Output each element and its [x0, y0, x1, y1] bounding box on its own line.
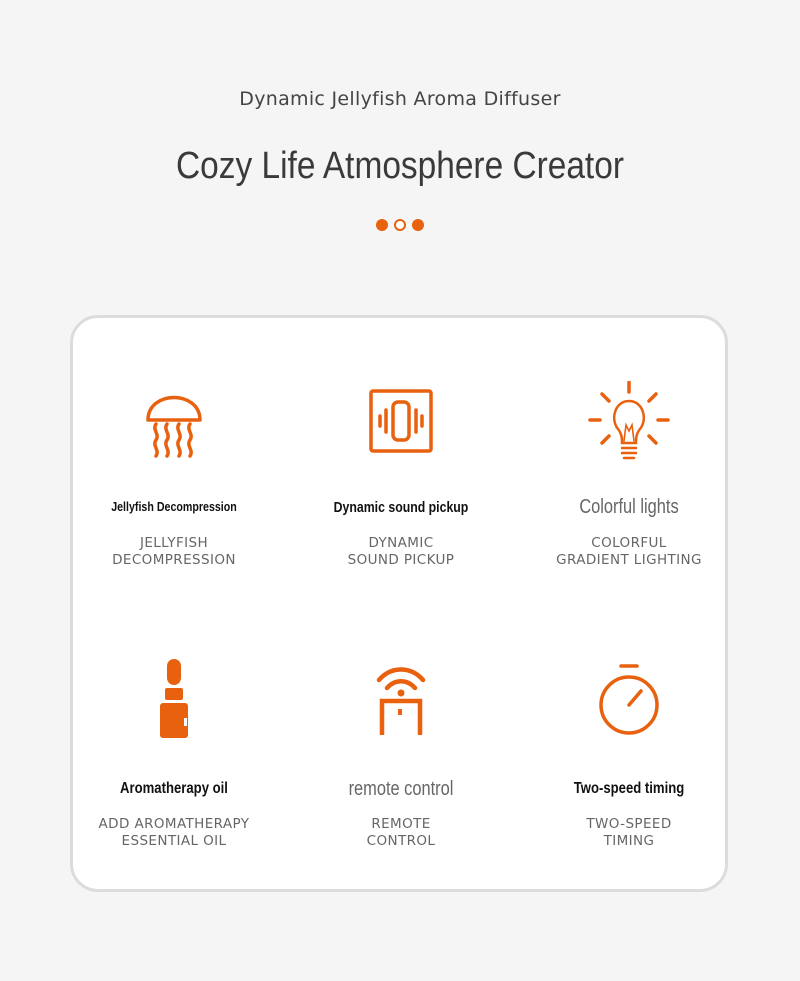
- feature-two-speed-timing: [529, 658, 729, 858]
- page-title: Cozy Life Atmosphere Creator: [176, 145, 624, 187]
- page-subtitle: Dynamic Jellyfish Aroma Diffuser: [239, 88, 561, 110]
- feature-sound-pickup: [301, 382, 501, 582]
- dot-ring: [394, 219, 406, 231]
- feature-name: Jellyfish Decompression: [111, 499, 237, 514]
- feature-name: remote control: [348, 778, 454, 800]
- feature-desc-line1: ADD AROMATHERAPY: [98, 816, 250, 832]
- feature-desc-line1: TWO-SPEED: [586, 816, 672, 832]
- feature-desc-line2: ESSENTIAL OIL: [121, 833, 227, 849]
- oil-bottle-icon: [157, 658, 191, 740]
- feature-desc-line1: DYNAMIC: [368, 535, 434, 551]
- feature-desc-line1: COLORFUL: [591, 535, 667, 551]
- feature-desc-line1: JELLYFISH: [139, 535, 209, 551]
- feature-remote-control: [301, 658, 501, 858]
- sound-pickup-icon: [368, 388, 434, 454]
- feature-desc-line2: TIMING: [603, 833, 655, 849]
- remote-control-icon: [375, 663, 427, 735]
- feature-name: Aromatherapy oil: [120, 780, 228, 797]
- features-card: [70, 315, 728, 892]
- feature-name: Colorful lights: [579, 496, 679, 518]
- feature-name: Dynamic sound pickup: [333, 499, 469, 516]
- feature-desc-line1: REMOTE: [371, 816, 431, 832]
- dot-filled: [412, 219, 424, 231]
- light-bulb-icon: [588, 381, 670, 465]
- feature-aromatherapy-oil: [74, 658, 274, 858]
- feature-jellyfish: [74, 382, 274, 582]
- feature-desc-line2: GRADIENT LIGHTING: [556, 552, 702, 568]
- feature-name: Two-speed timing: [573, 780, 685, 797]
- feature-desc-line2: SOUND PICKUP: [347, 552, 455, 568]
- feature-desc-line2: CONTROL: [366, 833, 436, 849]
- decorative-dots: [0, 219, 800, 231]
- timer-icon: [597, 663, 661, 737]
- feature-colorful-lights: [529, 382, 729, 582]
- dot-filled: [376, 219, 388, 231]
- feature-desc-line2: DECOMPRESSION: [112, 552, 236, 568]
- jellyfish-icon: [142, 382, 206, 462]
